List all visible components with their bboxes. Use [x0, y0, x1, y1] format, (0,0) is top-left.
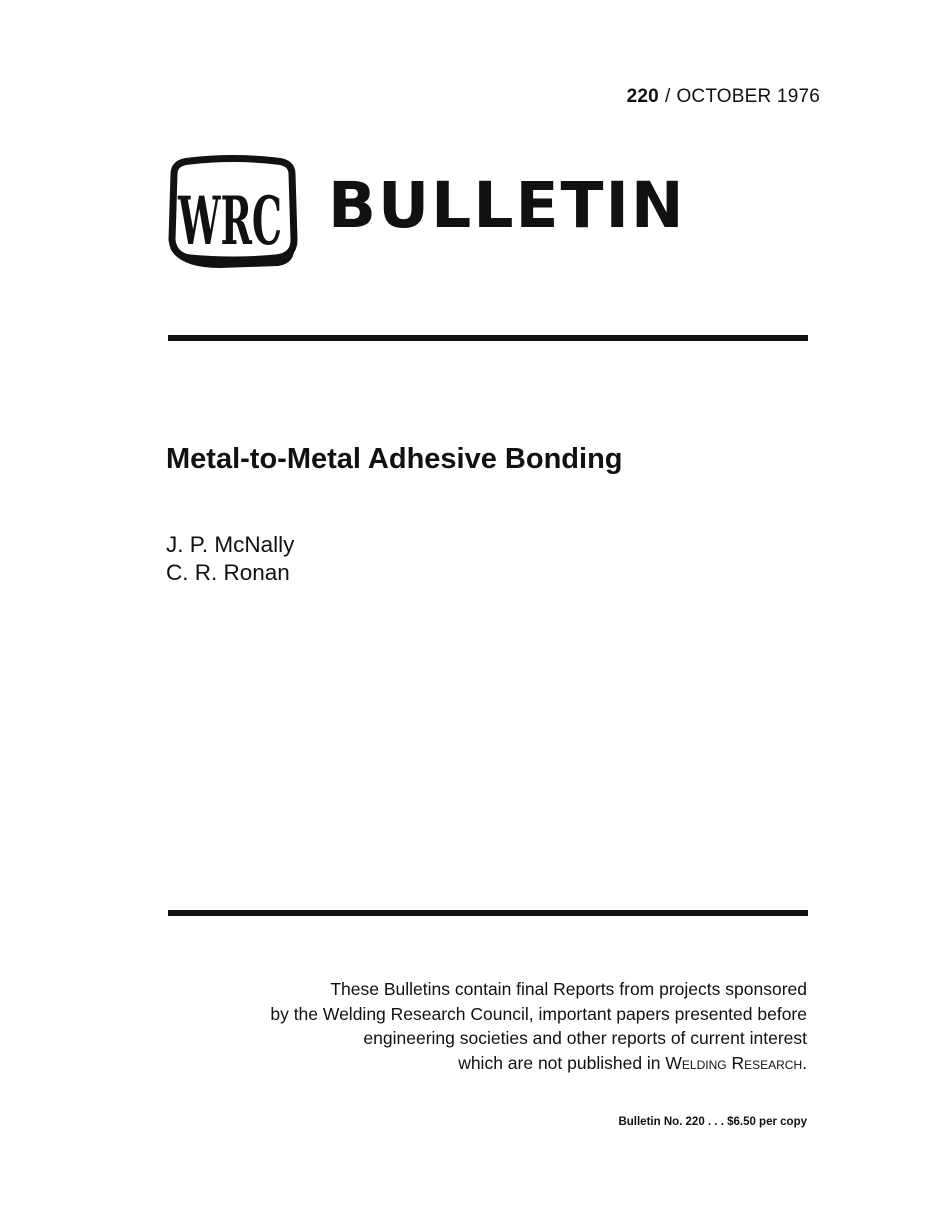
bottom-divider — [168, 910, 808, 916]
description-suffix: . — [802, 1052, 807, 1073]
wrc-logo — [160, 156, 306, 272]
bulletin-number: 220 — [626, 86, 659, 107]
price-line: Bulletin No. 220 . . . $6.50 per copy — [618, 1116, 807, 1128]
top-divider — [168, 335, 808, 341]
logo-letters: WRC — [177, 182, 282, 260]
issue-date: OCTOBER 1976 — [676, 86, 820, 107]
series-description — [187, 977, 807, 1075]
description-line: engineering societies and other reports of current interest — [363, 1028, 807, 1048]
journal-name: Welding Research — [665, 1052, 803, 1073]
document-title: Metal-to-Metal Adhesive Bonding — [166, 443, 623, 475]
issue-separator: / — [664, 86, 671, 107]
description-line — [187, 1051, 807, 1076]
author-name: C. R. Ronan — [166, 560, 290, 585]
description-prefix: which are not published in — [458, 1052, 666, 1073]
description-line: by the Welding Research Council, important papers presented before — [270, 1003, 807, 1024]
author-name: J. P. McNally — [166, 532, 295, 557]
masthead — [160, 156, 686, 272]
issue-line — [627, 86, 820, 108]
description-line: These Bulletins contain final Reports from projects sponsored — [330, 979, 807, 999]
author-list — [166, 531, 294, 587]
masthead-word: BULLETIN — [328, 168, 686, 242]
